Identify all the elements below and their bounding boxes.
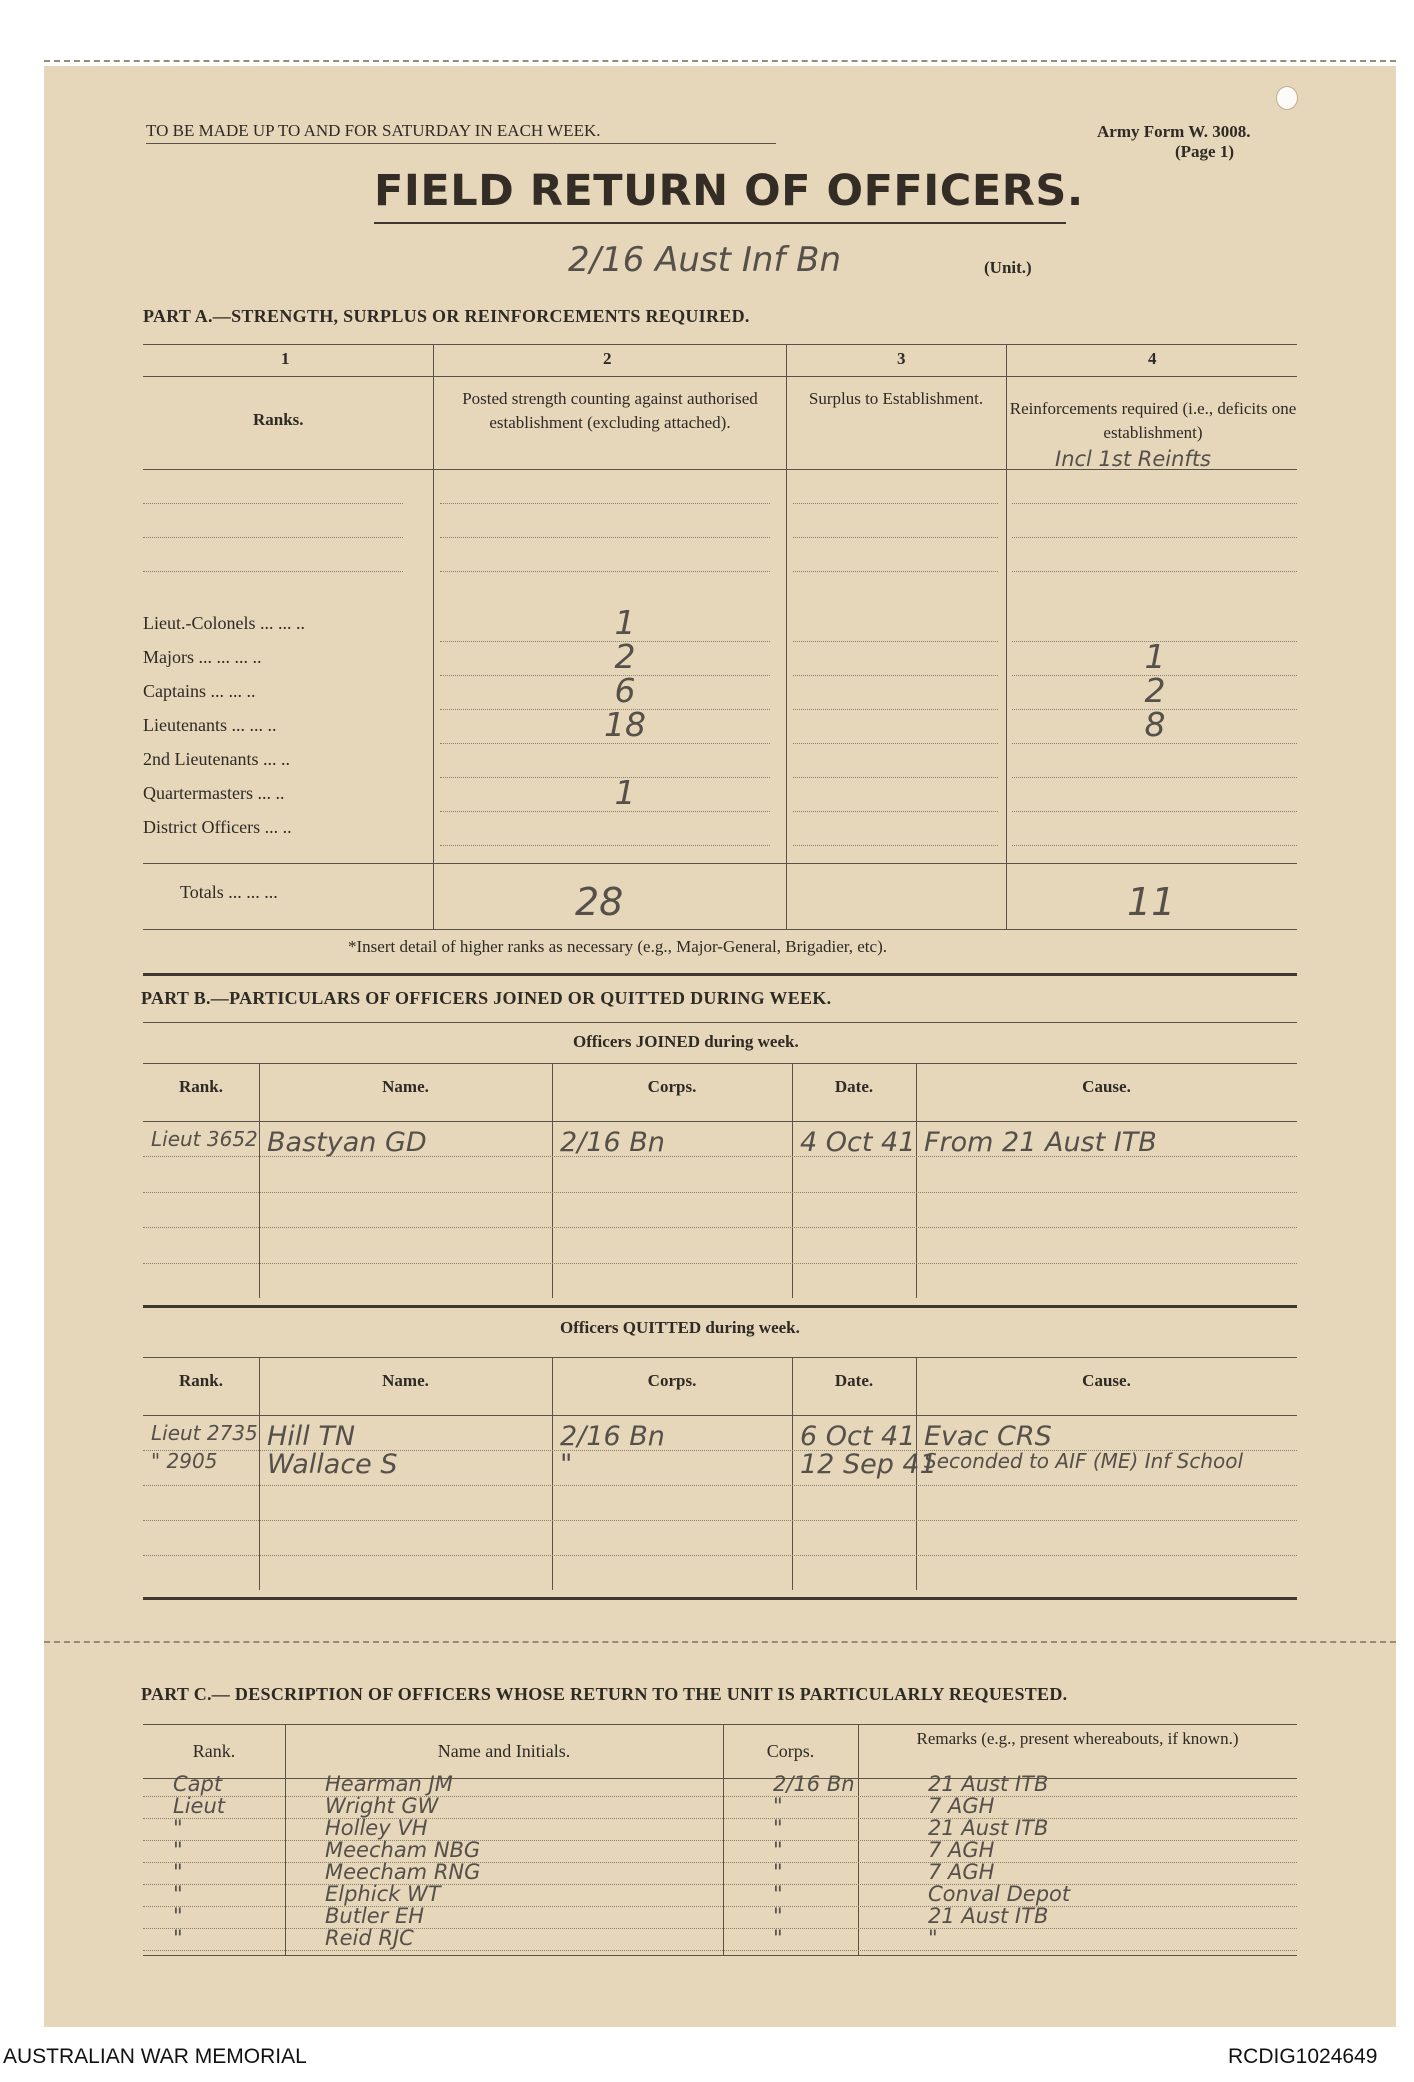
- footer-right: RCDIG1024649: [1228, 2045, 1378, 2068]
- surplus-rule: [793, 709, 998, 710]
- joined-name: Bastyan GD: [267, 1127, 427, 1158]
- rank-label: Captains ... ... ..: [143, 681, 256, 701]
- col-reinforcements-header: Reinforcements required (i.e., deficits one establishment): [1009, 399, 1297, 442]
- surplus-rule: [793, 641, 998, 642]
- quitted-rank: Lieut 2735: [151, 1421, 258, 1445]
- joined-header-rule: [143, 1121, 1297, 1122]
- quitted-bottom-rule: [143, 1597, 1297, 1600]
- quitted-row-rule: [143, 1555, 1297, 1556]
- part-a-bottom-rule: [143, 929, 1297, 930]
- joined-row-rule: [143, 1192, 1297, 1193]
- part-c-corps: ": [773, 1904, 783, 1928]
- part-c-rank: ": [173, 1882, 183, 1906]
- part-c-name: Butler EH: [325, 1904, 425, 1928]
- quitted-col-header: Date.: [834, 1371, 874, 1390]
- col-posted-header: Posted strength counting against authorised establishment (excluding attached).: [462, 389, 758, 432]
- quitted-row-rule: [143, 1485, 1297, 1486]
- posted-rule: [440, 845, 770, 846]
- part-c-corps: ": [773, 1816, 783, 1840]
- part-c-remarks: 7 AGH: [928, 1794, 995, 1818]
- middle-perforation: [44, 1641, 1396, 1643]
- joined-col-header: Name.: [382, 1077, 429, 1096]
- part-c-name: Elphick WT: [325, 1882, 441, 1906]
- part-c-col-header: Corps.: [766, 1741, 815, 1761]
- part-c-rank: ": [173, 1904, 183, 1928]
- part-c-row-rule: [143, 1796, 1297, 1797]
- joined-col-header: Date.: [834, 1077, 874, 1096]
- top-perforation: [44, 60, 1396, 62]
- part-c-header-rule: [143, 1778, 1297, 1779]
- form-title: FIELD RETURN OF OFFICERS.: [374, 166, 1084, 216]
- title-underline: [374, 222, 1066, 224]
- part-c-heading: PART C.— DESCRIPTION OF OFFICERS WHOSE RETURN TO THE UNIT IS PARTICULARLY REQUESTED.: [141, 1684, 1068, 1704]
- posted-value: 6: [614, 671, 636, 710]
- part-c-corps: ": [773, 1794, 783, 1818]
- joined-title: Officers JOINED during week.: [573, 1032, 799, 1051]
- surplus-rule: [793, 537, 998, 538]
- totals-posted: 28: [575, 880, 624, 924]
- joined-rank: Lieut 3652: [151, 1127, 258, 1151]
- quitted-top-rule: [143, 1357, 1297, 1358]
- posted-value: 1: [614, 603, 636, 642]
- part-a-col-3-number: 3: [897, 349, 906, 368]
- unit-value: 2/16 Aust Inf Bn: [568, 240, 842, 280]
- reinforcement-rule: [1012, 503, 1297, 504]
- reinforcement-value: 1: [1144, 637, 1166, 676]
- part-a-col-4-number: 4: [1148, 349, 1157, 368]
- unit-label: (Unit.): [984, 258, 1032, 277]
- part-c-row-rule: [143, 1862, 1297, 1863]
- blank-rank-line: [143, 503, 403, 504]
- joined-col-header: Corps.: [647, 1077, 697, 1096]
- quitted-title: Officers QUITTED during week.: [560, 1318, 800, 1337]
- part-c-name: Reid RJC: [325, 1926, 414, 1950]
- part-c-row-rule: [143, 1818, 1297, 1819]
- part-c-col-header: Name and Initials.: [437, 1741, 571, 1761]
- part-a-col-2-number: 2: [603, 349, 612, 368]
- part-c-corps: ": [773, 1926, 783, 1950]
- reinforcement-rule: [1012, 777, 1297, 778]
- torn-edge: [44, 52, 1396, 66]
- quitted-date: 6 Oct 41: [800, 1421, 916, 1452]
- quitted-cause: Seconded to AIF (ME) Inf School: [924, 1449, 1244, 1473]
- part-c-remarks: 21 Aust ITB: [928, 1904, 1049, 1928]
- joined-row-rule: [143, 1263, 1297, 1264]
- part-a-footnote: *Insert detail of higher ranks as necessary (e.g., Major-General, Brigadier, etc).: [348, 937, 887, 956]
- rank-label: District Officers ... ..: [143, 817, 292, 837]
- instruction-text: TO BE MADE UP TO AND FOR SATURDAY IN EACH WEEK.: [146, 121, 601, 140]
- quitted-col-header: Corps.: [647, 1371, 697, 1390]
- posted-rule: [440, 503, 770, 504]
- part-c-row-rule: [143, 1884, 1297, 1885]
- part-a-end-rule: [143, 973, 1297, 976]
- quitted-col-header: Rank.: [179, 1371, 223, 1390]
- blank-rank-line: [143, 537, 403, 538]
- part-c-corps: ": [773, 1838, 783, 1862]
- part-c-name: Holley VH: [325, 1816, 428, 1840]
- posted-value: 2: [614, 637, 636, 676]
- joined-corps: 2/16 Bn: [560, 1127, 665, 1158]
- reinforcement-value: 8: [1144, 705, 1166, 744]
- part-c-name: Meecham NBG: [325, 1838, 481, 1862]
- rank-label: Quartermasters ... ..: [143, 783, 285, 803]
- part-c-corps: ": [773, 1860, 783, 1884]
- part-a-col-divider-1: [433, 344, 434, 929]
- part-c-rank: ": [173, 1926, 183, 1950]
- part-a-col-1-number: 1: [281, 349, 290, 368]
- part-b-heading-rule: [143, 1022, 1297, 1023]
- joined-col-header: Cause.: [1082, 1077, 1131, 1096]
- part-c-name: Wright GW: [325, 1794, 439, 1818]
- surplus-rule: [793, 571, 998, 572]
- posted-rule: [440, 571, 770, 572]
- col-surplus-header: Surplus to Establishment.: [808, 389, 984, 408]
- reinforcement-value: 2: [1144, 671, 1166, 710]
- posted-value: 1: [614, 773, 636, 812]
- quitted-col-header: Cause.: [1082, 1371, 1131, 1390]
- rank-label: Lieut.-Colonels ... ... ..: [143, 613, 305, 633]
- reinforcement-rule: [1012, 845, 1297, 846]
- part-c-top-rule: [143, 1724, 1297, 1725]
- rank-label: Majors ... ... ... ..: [143, 647, 262, 667]
- part-a-numbers-rule: [143, 376, 1297, 377]
- col-4-handwritten-note: Incl 1st Reinfts: [1055, 447, 1211, 471]
- surplus-rule: [793, 845, 998, 846]
- surplus-rule: [793, 811, 998, 812]
- part-a-totals-rule: [143, 863, 1297, 864]
- part-a-top-rule: [143, 344, 1297, 345]
- quitted-cause: Evac CRS: [924, 1421, 1052, 1452]
- part-c-remarks: Conval Depot: [928, 1882, 1071, 1906]
- part-c-row-rule: [143, 1928, 1297, 1929]
- quitted-row-rule: [143, 1520, 1297, 1521]
- joined-cause: From 21 Aust ITB: [924, 1127, 1157, 1158]
- surplus-rule: [793, 503, 998, 504]
- blank-rank-line: [143, 571, 403, 572]
- quitted-header-rule: [143, 1415, 1297, 1416]
- part-c-rank: ": [173, 1816, 183, 1840]
- part-c-row-rule: [143, 1906, 1297, 1907]
- part-c-remarks: ": [928, 1926, 938, 1950]
- part-c-col-header: Remarks (e.g., present whereabouts, if known.): [916, 1729, 1239, 1748]
- part-c-name: Hearman JM: [325, 1772, 453, 1796]
- form-number: Army Form W. 3008.: [1097, 122, 1251, 141]
- quitted-name: Hill TN: [267, 1421, 356, 1452]
- quitted-col-header: Name.: [382, 1371, 429, 1390]
- part-c-row-rule: [143, 1840, 1297, 1841]
- part-c-bottom-rule: [143, 1955, 1297, 1956]
- rank-label: Lieutenants ... ... ..: [143, 715, 277, 735]
- instruction-underline: [146, 143, 776, 144]
- surplus-rule: [793, 777, 998, 778]
- joined-col-header: Rank.: [179, 1077, 223, 1096]
- punch-hole: [1276, 86, 1298, 110]
- reinforcement-rule: [1012, 571, 1297, 572]
- rank-label: 2nd Lieutenants ... ..: [143, 749, 290, 769]
- surplus-rule: [793, 743, 998, 744]
- part-c-rank: ": [173, 1838, 183, 1862]
- part-c-remarks: 7 AGH: [928, 1860, 995, 1884]
- totals-label: Totals ... ... ...: [180, 882, 278, 902]
- reinforcement-rule: [1012, 811, 1297, 812]
- joined-top-rule: [143, 1063, 1297, 1064]
- part-c-row-rule: [143, 1950, 1297, 1951]
- part-c-corps: ": [773, 1882, 783, 1906]
- footer-left: AUSTRALIAN WAR MEMORIAL: [3, 2045, 307, 2068]
- quitted-corps: ": [560, 1449, 573, 1480]
- quitted-corps: 2/16 Bn: [560, 1421, 665, 1452]
- part-c-rank: ": [173, 1860, 183, 1884]
- joined-date: 4 Oct 41: [800, 1127, 916, 1158]
- col-ranks-header: Ranks.: [253, 410, 304, 429]
- surplus-rule: [793, 675, 998, 676]
- quitted-date: 12 Sep 41: [800, 1449, 937, 1480]
- part-a-heading: PART A.—STRENGTH, SURPLUS OR REINFORCEMENTS REQUIRED.: [143, 306, 750, 326]
- part-c-corps: 2/16 Bn: [773, 1772, 855, 1796]
- part-c-col-header: Rank.: [192, 1741, 236, 1761]
- posted-rule: [440, 537, 770, 538]
- posted-value: 18: [604, 705, 646, 744]
- part-c-remarks: 21 Aust ITB: [928, 1772, 1049, 1796]
- totals-reinforcements: 11: [1127, 880, 1176, 924]
- joined-bottom-rule: [143, 1305, 1297, 1308]
- reinforcement-rule: [1012, 537, 1297, 538]
- part-c-rank: Capt: [173, 1772, 223, 1796]
- part-c-name: Meecham RNG: [325, 1860, 481, 1884]
- part-b-heading: PART B.—PARTICULARS OF OFFICERS JOINED OR QUITTED DURING WEEK.: [141, 988, 832, 1008]
- part-c-rank: Lieut: [173, 1794, 225, 1818]
- page-number: (Page 1): [1175, 142, 1235, 161]
- joined-row-rule: [143, 1227, 1297, 1228]
- quitted-rank: " 2905: [151, 1449, 218, 1473]
- quitted-name: Wallace S: [267, 1449, 398, 1480]
- part-c-remarks: 7 AGH: [928, 1838, 995, 1862]
- part-a-col-divider-2: [786, 344, 787, 929]
- part-c-remarks: 21 Aust ITB: [928, 1816, 1049, 1840]
- part-a-col-divider-3: [1006, 344, 1007, 929]
